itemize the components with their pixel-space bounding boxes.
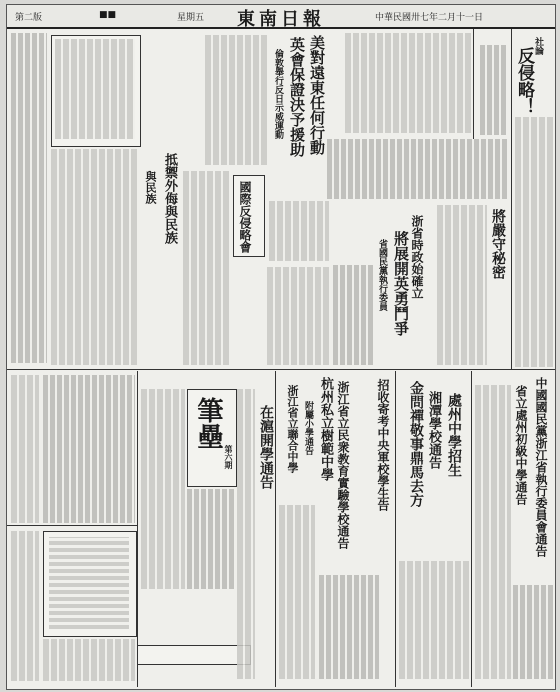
headline-us-1: 美對遠東任何行動: [308, 35, 326, 155]
editorial-body-continued: [515, 117, 553, 367]
headline-anti-invasion: 國際反侵略會: [238, 181, 252, 253]
subhead-zj: 省國民黨執行委員: [377, 239, 387, 311]
headline-zj-1: 浙省時政始確立: [410, 215, 424, 299]
headline-zj-2: 將展開英勇鬥爭: [392, 231, 410, 336]
school-hz-head-2: 招收寄考中央軍校學生告: [376, 379, 390, 511]
weekday: 星期五: [177, 13, 205, 23]
newspaper-title: 東南日報: [237, 9, 325, 30]
school-body: [399, 561, 469, 679]
page-label: 第二版: [15, 13, 43, 23]
anti-invasion-body: [183, 171, 229, 365]
school-zj-head: 浙江省立聯合中學: [286, 385, 299, 473]
lower-left-body-4: [43, 639, 135, 681]
pen-body: [141, 389, 185, 589]
kmt-notice: 中國國民黨浙江省執行委員會通告: [534, 377, 548, 557]
left-box-body: [55, 39, 135, 139]
school-chuzhou-head: 處州中學招生: [446, 393, 462, 477]
pen-issue: 第六期: [224, 445, 234, 469]
headline-us-2: 英會保證決予援助: [288, 37, 306, 157]
newspaper-page: [6, 4, 556, 690]
small-article: [269, 201, 329, 261]
editorial-body: [480, 45, 508, 135]
pen-body-2: [187, 489, 235, 589]
secret-body: [437, 205, 487, 365]
chuzhou-notice: 省立處州初級中學通告: [514, 385, 528, 505]
editorial-tag: 社論: [533, 37, 543, 55]
headline-resist: 抵禦外侮與民族: [162, 153, 177, 244]
article-body: [345, 33, 471, 133]
editorial-title: 反侵略！: [514, 47, 534, 115]
article-block: [327, 139, 507, 199]
resist-body: [51, 149, 139, 365]
subhead-us: 倫敦舉行反日示威運動: [273, 49, 283, 139]
masthead: [7, 5, 555, 29]
school-zj-body: [279, 505, 315, 679]
lower-left-body-2: [43, 375, 135, 523]
kmt-body: [475, 385, 511, 679]
pen-title: 筆壘: [193, 397, 223, 449]
section-label: ■■: [99, 10, 117, 20]
school-hz-body: [319, 575, 379, 679]
school-xt-head: 湘潭學校通告: [426, 391, 441, 469]
headline-resist-2: 與民族: [144, 171, 157, 204]
headline-secret: 將嚴守秘密: [490, 209, 506, 279]
kmt-body-2: [513, 585, 553, 679]
school-jin-head: 金問禪敬事鼎馬去方: [408, 381, 424, 507]
small-ad: [137, 645, 251, 665]
left-column-body: [11, 33, 47, 363]
zj-body-2: [267, 267, 329, 365]
shanghai-body: [237, 389, 255, 679]
lower-left-body: [11, 375, 39, 523]
school-hz-head: 杭州私立樹範中學: [318, 377, 333, 481]
shanghai-notice: 在滬開學通告: [258, 405, 274, 489]
school-fu-head: 附屬小學通告: [303, 401, 313, 455]
lower-left-body-3: [11, 531, 39, 681]
school-xm-head: 浙江省立民衆教育實驗學校通告: [336, 381, 350, 549]
zj-body: [333, 265, 373, 365]
date-line: 中華民國卅七年二月十一日: [375, 13, 484, 23]
article-us-body: [205, 35, 267, 165]
ad-box-body: [49, 537, 129, 629]
